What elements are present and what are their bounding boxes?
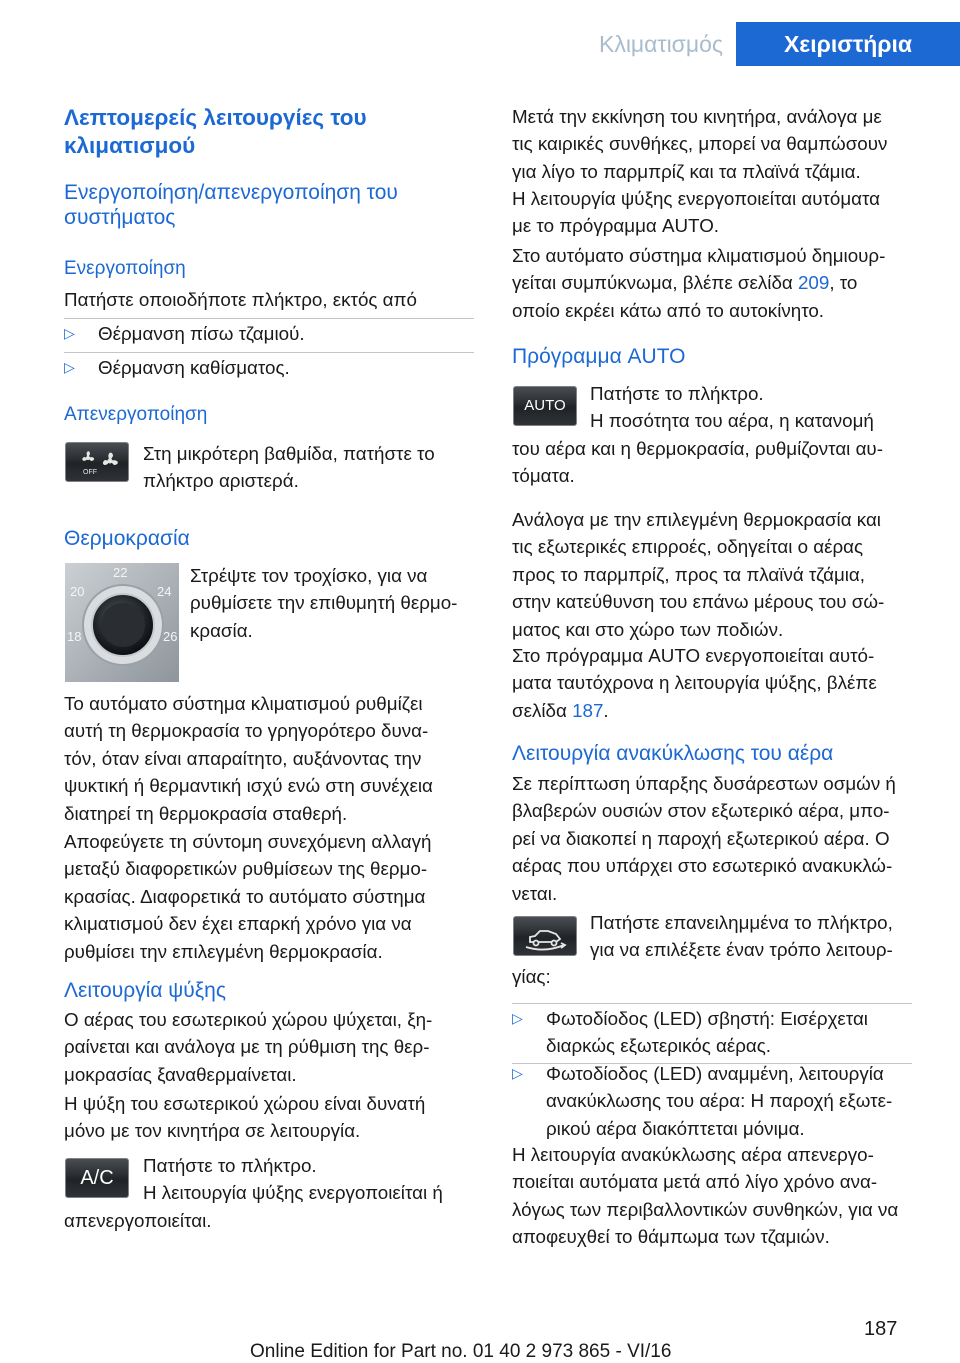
heading-line: συστήματος bbox=[64, 206, 176, 229]
text-line: λόγως των περιβαλλοντικών συνθηκών, για να bbox=[512, 1198, 899, 1220]
knob-label: 18 bbox=[67, 629, 82, 644]
section-title-line: κλιματισμού bbox=[64, 133, 196, 158]
text-line bbox=[512, 269, 885, 296]
list-item-text: Θέρμανση πίσω τζαμιού. bbox=[98, 323, 305, 344]
ac-button: A/C bbox=[65, 1158, 129, 1198]
text-line: Φωτοδίοδος (LED) αναμμένη, λειτουργία bbox=[546, 1063, 884, 1084]
text-line: Πατήστε το πλήκτρο. bbox=[590, 383, 764, 404]
text-line: Πατήστε το πλήκτρο. bbox=[143, 1155, 317, 1176]
text-line: κρασία. bbox=[190, 619, 253, 641]
paragraph-recirc-auto-off bbox=[512, 1141, 898, 1251]
section-title bbox=[64, 104, 367, 160]
page-link-209[interactable]: 209 bbox=[797, 272, 830, 294]
divider bbox=[64, 318, 474, 319]
page-number: 187 bbox=[864, 1318, 898, 1340]
paragraph-recirculation bbox=[512, 770, 896, 907]
text-line: ψυκτική ή θερμαντική ισχύ ενώ στη συνέχεια bbox=[64, 775, 433, 797]
list-item-text bbox=[546, 1060, 892, 1142]
paragraph-recirc-button bbox=[590, 909, 893, 964]
text-line: προς το παρμπρίζ, προς τα πλαϊνά τζάμια, bbox=[512, 563, 866, 585]
heading-cooling: Λειτουργία ψύξης bbox=[64, 979, 226, 1002]
text-line: τόν, όταν είναι απαραίτητο, αυξάνοντας την bbox=[64, 747, 422, 769]
fan-off-button-image bbox=[65, 442, 129, 482]
subheading-switch-on: Ενεργοποίηση bbox=[64, 258, 186, 279]
list-item bbox=[64, 354, 474, 384]
text-line: Στο πρόγραμμα AUTO ενεργοποιείται αυτό- bbox=[512, 645, 875, 666]
text-line: τις καιρικές συνθήκες, μπορεί να θαμπώσουν bbox=[512, 133, 888, 155]
svg-text:OFF: OFF bbox=[83, 469, 97, 476]
text-line: διαρκώς εξωτερικός αέρας. bbox=[546, 1035, 772, 1057]
text-line: ρικού αέρα διακόπτεται μόνιμα. bbox=[546, 1117, 805, 1139]
list-item-text bbox=[546, 1005, 868, 1060]
divider bbox=[512, 1003, 912, 1004]
header-tab-climate[interactable]: Κλιματισμός bbox=[586, 22, 736, 66]
text-line: αέρας που υπάρχει στο εσωτερικό ανακυκλώ- bbox=[512, 855, 893, 877]
text-line: κλιματισμού δεν έχει επαρκή χρόνο για να bbox=[64, 913, 412, 935]
text-line: διατηρεί τη θερμοκρασία σταθερή. bbox=[64, 802, 348, 824]
text-line: Ο αέρας του εσωτερικού χώρου ψύχεται, ξη- bbox=[64, 1009, 433, 1030]
temperature-knob-graphic bbox=[65, 563, 179, 682]
header-tab-controls[interactable]: Χειριστήρια bbox=[736, 22, 960, 66]
text-line: στην κατεύθυνση του επάνω μέρους του σώ- bbox=[512, 591, 885, 613]
auto-button: AUTO bbox=[513, 386, 577, 426]
knob-label: 20 bbox=[70, 584, 85, 599]
text-line: τόματα. bbox=[512, 465, 575, 487]
text-line: μόνο με τον κινητήρα σε λειτουργία. bbox=[64, 1120, 361, 1142]
text-line: μεταξύ διαφορετικών ρυθμίσεων της θερμο- bbox=[64, 858, 428, 880]
paragraph-condensation bbox=[512, 242, 885, 324]
text-line: ανακύκλωσης του αέρα: Η παροχή εξωτε- bbox=[546, 1090, 893, 1112]
temperature-knob bbox=[65, 563, 179, 682]
triangle-bullet-icon: ▷ bbox=[512, 1010, 523, 1026]
text-span: , το bbox=[829, 272, 858, 294]
footer-edition: Online Edition for Part no. 01 40 2 973 865 - VI/16 bbox=[250, 1341, 672, 1362]
text-line: πλήκτρο αριστερά. bbox=[143, 470, 299, 492]
text-line: Το αυτόματο σύστημα κλιματισμού ρυθμίζει bbox=[64, 693, 423, 714]
text-line: Η λειτουργία ψύξης ενεργοποιείται αυτόματα bbox=[512, 188, 881, 209]
heading-line: Ενεργοποίηση/απενεργοποίηση του bbox=[64, 181, 398, 204]
text-line: ματα ταυτόχρονα η λειτουργία ψύξης, βλέπε bbox=[512, 672, 877, 694]
text-line: ρεί να διακοπεί η παροχή εξωτερικού αέρα. Ο bbox=[512, 827, 890, 849]
text-line: ραίνεται και ανάλογα με τη ρύθμιση της θερ- bbox=[64, 1036, 430, 1058]
fan-off-icon bbox=[66, 443, 128, 481]
paragraph-air-distribution bbox=[512, 506, 884, 643]
text-line: Στο αυτόματο σύστημα κλιματισμού δημιουρ- bbox=[512, 245, 886, 266]
text-line: Ανάλογα με την επιλεγμένη θερμοκρασία και bbox=[512, 509, 881, 530]
triangle-bullet-icon: ▷ bbox=[64, 359, 75, 375]
paragraph-switch-on: Πατήστε οποιοδήποτε πλήκτρο, εκτός από bbox=[64, 289, 417, 310]
text-line: οποίο εκρέει κάτω από το αυτοκίνητο. bbox=[512, 299, 825, 321]
text-line: Αποφεύγετε τη σύντομη συνεχόμενη αλλαγή bbox=[64, 831, 432, 852]
text-line: Η λειτουργία ψύξης ενεργοποιείται ή bbox=[143, 1182, 443, 1204]
paragraph-ac bbox=[143, 1152, 443, 1207]
text-line: Πατήστε επανειλημμένα το πλήκτρο, bbox=[590, 912, 893, 933]
text-line: ρυθμίσει την επιλεγμένη θερμοκρασία. bbox=[64, 940, 383, 962]
heading-on-off bbox=[64, 180, 398, 230]
subheading-switch-off: Απενεργοποίηση bbox=[64, 404, 208, 425]
text-line: ρυθμίσετε την επιθυμητή θερμο- bbox=[190, 592, 458, 614]
heading-auto-program: Πρόγραμμα AUTO bbox=[512, 345, 686, 368]
text-line: για να επιλέξετε έναν τρόπο λειτουρ- bbox=[590, 939, 893, 961]
list-item bbox=[512, 1005, 912, 1061]
paragraph-after-start bbox=[512, 103, 887, 185]
text-line: τις εξωτερικές επιρροές, οδηγείται ο αέρας bbox=[512, 536, 864, 558]
heading-recirculation: Λειτουργία ανακύκλωσης του αέρα bbox=[512, 742, 834, 765]
paragraph-cooling bbox=[64, 1006, 432, 1088]
paragraph-recirc-button-end: γίας: bbox=[512, 966, 551, 987]
paragraph-auto-cooling bbox=[512, 642, 877, 724]
text-line: με το πρόγραμμα AUTO. bbox=[512, 215, 720, 237]
knob-label: 26 bbox=[163, 629, 178, 644]
list-item bbox=[64, 320, 474, 350]
paragraph-cooling-engine bbox=[64, 1090, 425, 1145]
text-line: Μετά την εκκίνηση του κινητήρα, ανάλογα με bbox=[512, 106, 882, 127]
paragraph-auto-temperature bbox=[64, 690, 433, 827]
paragraph-temperature bbox=[190, 562, 480, 644]
page-link-187[interactable]: 187 bbox=[572, 699, 604, 721]
knob-label: 22 bbox=[113, 565, 128, 580]
text-line: Σε περίπτωση ύπαρξης δυσάρεστων οσμών ή bbox=[512, 773, 896, 794]
text-line: Η λειτουργία ανακύκλωσης αέρα απενεργο- bbox=[512, 1144, 874, 1165]
paragraph-auto-cont bbox=[512, 435, 883, 490]
recirculation-icon bbox=[514, 917, 576, 955]
heading-temperature: Θερμοκρασία bbox=[64, 527, 190, 550]
triangle-bullet-icon: ▷ bbox=[512, 1065, 523, 1081]
list-item-text: Θέρμανση καθίσματος. bbox=[98, 357, 290, 378]
section-title-line: Λεπτομερείς λειτουργίες του bbox=[64, 105, 367, 130]
divider bbox=[64, 352, 474, 353]
paragraph-ac-end: απενεργοποιείται. bbox=[64, 1210, 212, 1231]
text-line: μοκρασίας ξαναθερμαίνεται. bbox=[64, 1063, 297, 1085]
text-line: κρασίας. Διαφορετικά το αυτόματο σύστημα bbox=[64, 885, 426, 907]
text-line: αποφευχθεί το θάμπωμα των τζαμιών. bbox=[512, 1226, 830, 1248]
text-line: νεται. bbox=[512, 882, 558, 904]
paragraph-avoid-changes bbox=[64, 828, 431, 965]
paragraph-switch-off bbox=[143, 440, 435, 495]
text-line: αυτή τη θερμοκρασία το γρηγορότερο δυνα- bbox=[64, 720, 429, 742]
text-line: Στη μικρότερη βαθμίδα, πατήστε το bbox=[143, 443, 435, 464]
text-line: για λίγο το παρμπρίζ και τα πλαϊνά τζάμια. bbox=[512, 160, 861, 182]
text-span: γείται συμπύκνωμα, βλέπε σελίδα bbox=[512, 272, 798, 294]
page-header bbox=[0, 0, 960, 66]
text-line: Η ψύξη του εσωτερικού χώρου είναι δυνατή bbox=[64, 1093, 426, 1114]
recirculation-button-image bbox=[513, 916, 577, 956]
text-span: σελίδα bbox=[512, 699, 573, 721]
list-item bbox=[512, 1060, 912, 1144]
text-line: ματος και στο χώρο των ποδιών. bbox=[512, 618, 784, 640]
text-line: Η ποσότητα του αέρα, η κατανομή bbox=[590, 410, 874, 432]
text-line: Στρέψτε τον τροχίσκο, για να bbox=[190, 565, 428, 586]
text-line bbox=[512, 697, 877, 724]
knob-label: 24 bbox=[157, 584, 172, 599]
paragraph-cooling-auto bbox=[512, 185, 880, 240]
text-line: Φωτοδίοδος (LED) σβηστή: Εισέρχεται bbox=[546, 1008, 868, 1029]
text-line: ποιείται αυτόματα μετά από λίγο χρόνο ανα- bbox=[512, 1171, 878, 1193]
text-span: . bbox=[603, 699, 609, 721]
triangle-bullet-icon: ▷ bbox=[64, 325, 75, 341]
paragraph-auto bbox=[590, 380, 874, 435]
text-line: του αέρα και η θερμοκρασία, ρυθμίζονται αυ- bbox=[512, 438, 883, 459]
text-line: βλαβερών ουσιών στον εξωτερικό αέρα, μπο- bbox=[512, 800, 890, 822]
